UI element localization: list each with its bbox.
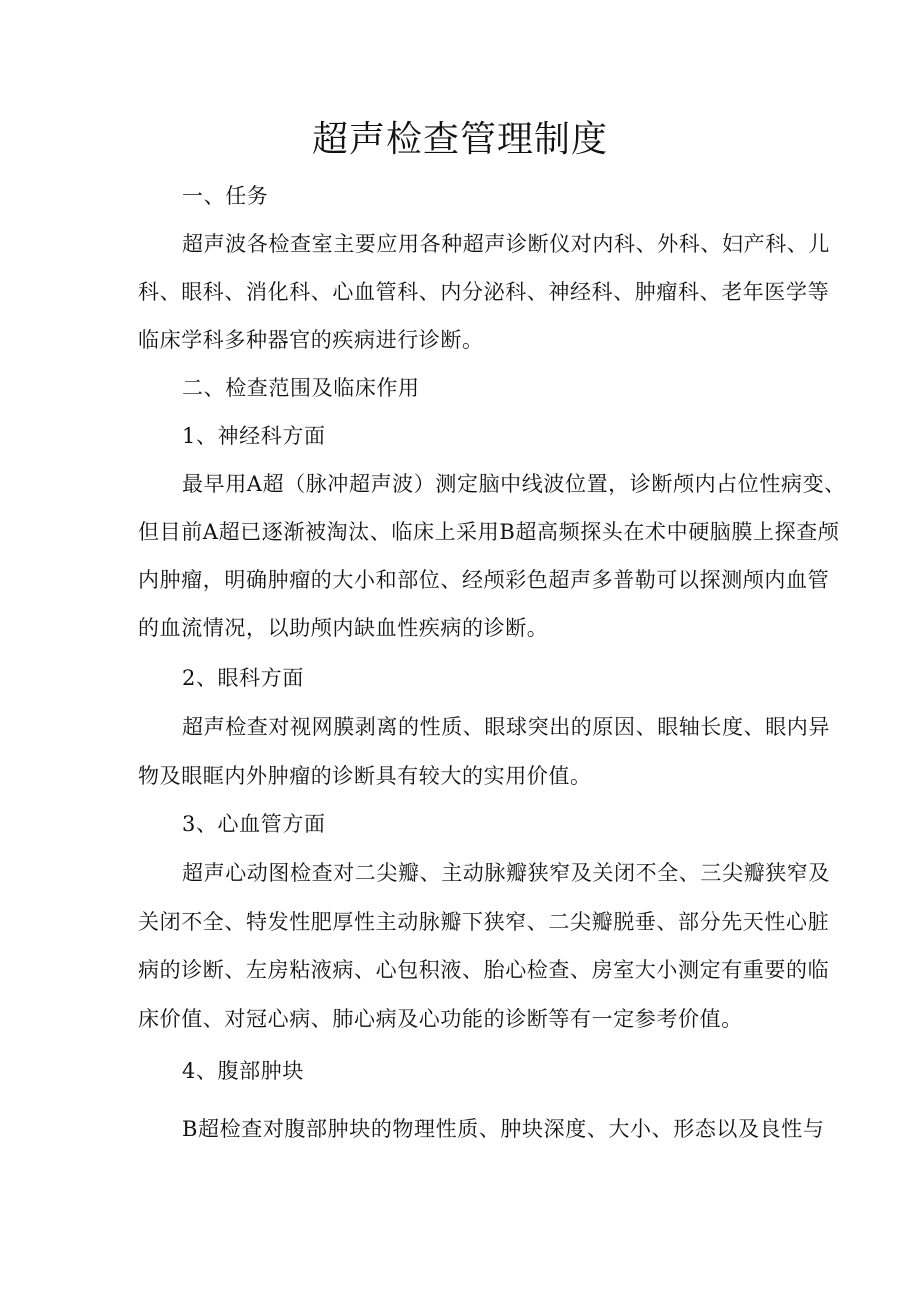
paragraph-line: 临床学科多种器官的疾病进行诊断。 [138, 328, 484, 352]
subsection-heading-neurology: 1、神经科方面 [182, 424, 326, 448]
paragraph-line: 物及眼眶内外肿瘤的诊断具有较大的实用价值。 [138, 764, 592, 788]
paragraph-line: 超声心动图检查对二尖瓣、主动脉瓣狭窄及关闭不全、三尖瓣狭窄及 [182, 861, 830, 885]
paragraph-line: 科、眼科、消化科、心血管科、内分泌科、神经科、肿瘤科、老年医学等 [138, 280, 830, 304]
paragraph-line: 最早用A超（脉冲超声波）测定脑中线波位置，诊断颅内占位性病变、 [182, 472, 846, 496]
subsection-heading-abdominal-mass: 4、腹部肿块 [182, 1059, 304, 1083]
paragraph-line: 床价值、对冠心病、肺心病及心功能的诊断等有一定参考价值。 [138, 1007, 743, 1031]
subsection-heading-ophthalmology: 2、眼科方面 [182, 666, 304, 690]
section-heading-task: 一、任务 [182, 184, 269, 208]
paragraph-line: 的血流情况，以助颅内缺血性疾病的诊断。 [138, 616, 549, 640]
paragraph-line: 病的诊断、左房粘液病、心包积液、胎心检查、房室大小测定有重要的临 [138, 958, 830, 982]
paragraph-line: 内肿瘤，明确肿瘤的大小和部位、经颅彩色超声多普勒可以探测颅内血管 [138, 568, 830, 592]
document-title: 超声检查管理制度 [311, 119, 608, 160]
paragraph-line: 关闭不全、特发性肥厚性主动脉瓣下狭窄、二尖瓣脱垂、部分先天性心脏 [138, 910, 830, 934]
section-heading-scope: 二、检查范围及临床作用 [182, 376, 420, 400]
subsection-heading-cardiovascular: 3、心血管方面 [182, 812, 326, 836]
paragraph-line: B超检查对腹部肿块的物理性质、肿块深度、大小、形态以及良性与 [182, 1117, 825, 1141]
paragraph-line: 超声波各检查室主要应用各种超声诊断仪对内科、外科、妇产科、儿 [182, 232, 830, 256]
paragraph-line: 超声检查对视网膜剥离的性质、眼球突出的原因、眼轴长度、眼内异 [182, 715, 830, 739]
paragraph-line: 但目前A超已逐渐被淘汰、临床上采用B超高频探头在术中硬脑膜上探查颅 [138, 520, 840, 544]
